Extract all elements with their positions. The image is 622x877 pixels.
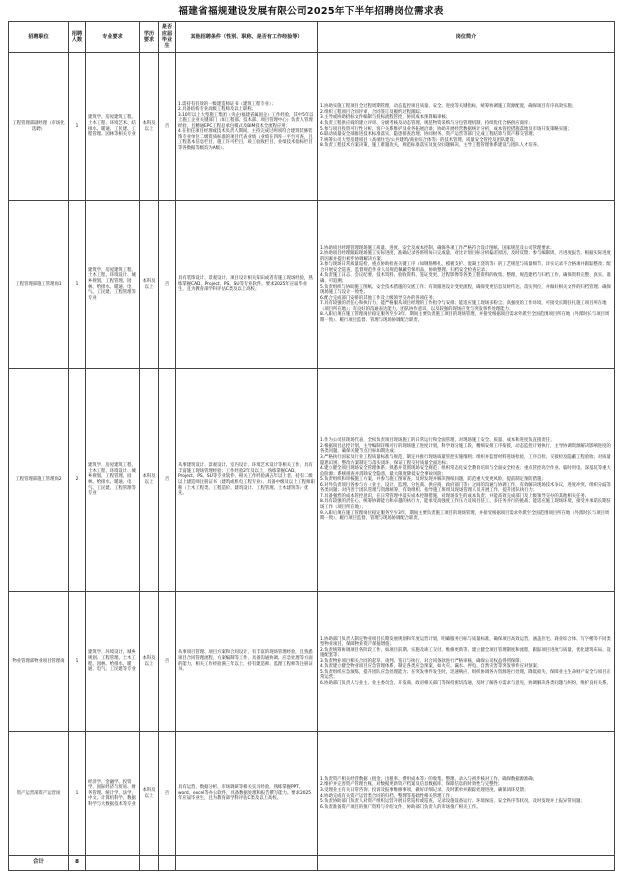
condition-item: 2.具备结构专业高级工程师及以上职称；	[178, 107, 256, 113]
count-cell: 1	[69, 53, 86, 201]
duty-item: 2.组织工程项目合同评审，合同签订及履约过程跟踪；	[320, 109, 425, 115]
duty-item: 4.协助完成有关资产运营类合同的归档、整理等基础性相关管理工作；	[320, 793, 455, 799]
count-cell: 2	[69, 369, 86, 592]
duty-item: 2.根据项目总控计划，主导编制详细可行的现场施工进度计划，科学划分施工段，精细安排工序衔接，动态监控计划执行，主导协调资源解决影响进度的各类问题，确保关键节点目标如期达成；	[320, 443, 611, 455]
duty-item: 7.具备强烈的成本管控意识，在日常管理中落实成本控制措施，对现场发生的成本负责；并能高效完成部门及上级领导交办的其他相关任务；	[320, 493, 590, 499]
duty-item: 2.维护并完善资产管理台账，对数据更新资产档案及信息数据库，保障信息的时效性与完整性；	[320, 782, 503, 788]
condition-item: 从事项目管理、项目方案和合同设计，有丰富的现场管理经验，且熟悉项目合同管理流程，方案编制等工作，具备沟通协调、应急处理等方面的能力，相关工作经验满三年以上，持有建造师、监理工程师等注册证书。	[178, 650, 313, 673]
education-cell: 本科及以上	[140, 732, 159, 856]
education-cell: 本科及以上	[140, 592, 159, 732]
duty-item: 7.具有较强的责任心和执行力，能严格服从项目经理的工作指令与安排；能适应施工现场多粉尘、高强度的工作环境，可接受长期驻扎施工项目所在地（项目所在地）；有良好的沟通表达能力，团队协作意识，以及较强的现场应变与突发事件处理能力；	[320, 301, 607, 312]
duty-item: 5.负责组织应急演练，提升团队应急处理能力；在突发事件发生时，迅速响应，组织协调各方资源进行处理，降低损失，保障业主生命财产安全与项目正常运营；	[320, 669, 611, 681]
position-cell: 物业管理部物业项目管理岗	[9, 592, 69, 732]
duty-item: 3.参与现场日常质量巡检，重点协助检查关键工序（如钢筋绑扎、模板支护、混凝土浇筑等）的工艺规范与质量细节，详实记录不合格项并跟踪整改；配合开展安全巡查，监督规范作业人员规范佩戴劳保用品，协助整理、归档安全检查记录；	[320, 262, 611, 273]
conditions-cell	[176, 201, 318, 369]
header-edu: 学历要求	[140, 22, 159, 53]
total-row	[9, 856, 615, 871]
fresh-graduate-cell: 否	[159, 592, 176, 732]
duty-item: 6.配合完成部门安排的其他工作及上级领导交办的各项任务；	[320, 295, 438, 301]
total-empty	[176, 856, 318, 871]
condition-item: 3.10年以上大型施工集团（央企/福建省属国企）工作经验，其中5年以上施工企业关键部门（如工程部、技术部、项目管理中心）负责人管理经验，且精通EPC工程总承包模式及BIM技术全流程应用；	[178, 112, 314, 129]
fresh-graduate-cell: 否	[159, 369, 176, 592]
header-row	[9, 22, 615, 53]
duty-item: 3.严格执行国家及行业工程质量标准与规范，制定并推行现场质量管控实施细则；组织并监督材料进场检验，工序自检、交接检及隐蔽工程验收；对质量隐患识别、整改方案制定与落实闭环，保证工程交付质量全面达标；	[320, 455, 611, 466]
duty-item: 1.协助实施工程项目全过程周期管理，动态监控项目质量、安全、进度等关键指标，统筹协调施工资源配置，确保项目有序高效实施；	[320, 104, 577, 110]
duty-item: 6.协助部门负责人与业主、业主委员会、开发商、政府相关部门等保持密切沟通，及时了解各方需求与意见，协调解决各类问题与纠纷，维护良好关系。	[320, 680, 611, 686]
duty-item: 1.负责资产相关经营数据（租金、出租率、费用成本等）的收集、整理、录入与初步核对工作，确保数据源准确；	[320, 776, 537, 782]
conditions-cell	[176, 53, 318, 201]
duties-cell	[318, 592, 615, 732]
fresh-graduate-cell: 否	[159, 53, 176, 201]
duty-item: 9.入职后须在施工管理岗位稳定服务至少3年，期间主要负责施工项目的现场管理，并接受根据项目需求外派至全国范围项目所在地（外派时长与项目周期一致），履行项目监督、管理与现场协调配合职责。	[320, 510, 610, 522]
duty-item: 6.联动质量安全部推进技术标准落实，隐患排查治理；协同财务、资产运营等部门完成工程结算与资产移交管理；	[320, 132, 537, 138]
duty-item: 5.负责组织与协助施工图纸、安全技术措施的交底工作；有效跟进设计变更流程，确保变更信息及时传达、落实到位，并做好相关文件的归档管理；确保现场施工与设计一致性；	[320, 284, 611, 296]
job-table	[8, 21, 615, 871]
major-cell: 建筑学、房屋建筑工程、土木工程、环境设计、城乡规划、工程管理、园林、给排水、暖通、电气、工民建、工程管理等专业	[86, 201, 140, 369]
duty-item: 5.参与项目投资可行性分析、客户关系维护及业务拓展洽谈；协助开展经营数据统计分析，成本管控措施落地及市场开发策略实施；	[320, 126, 572, 132]
education-cell: 本科及以上	[140, 53, 159, 201]
header-fresh: 是否应届毕业生	[159, 22, 176, 53]
duty-item: 6.负责准备资产项目的推广资料与介绍文件，协助部门负责人的市场推广相关工作。	[320, 804, 481, 810]
total-empty	[86, 856, 140, 871]
duty-item: 8.负责工程技术方案决策，施工难题攻关，规范标准落实及复杂问题解决，主导工程管理体系建设与团队人才培养。	[320, 143, 542, 149]
duties-cell	[318, 732, 615, 856]
duty-item: 3.主导或协助招标文件编制与投标流程管控，协同成本预算编审核；	[320, 115, 451, 121]
duty-item: 1.协助部门负责人制定物业项目长期发展规划和年度运营计划，明确服务目标与质量标准，确保项目高效运营，涵盖住宅、商业综合体、写字楼等不同类型物业项目，保障物业资产保值增值；	[320, 636, 611, 648]
header-conditions: 其他招聘条件（性别、职称、是否有工作经验等）	[176, 22, 318, 53]
duty-item: 8.入职后须在施工管理岗位稳定服务至少3年，期间主要负责施工项目的现场管理，并接受根据项目需求外派至全国范围项目所在地（外派时长与项目周期一致），履行项目监督、管理与现场协调配合职责。	[320, 312, 610, 323]
duty-item: 3.受理业主有关日常咨询、投诉及报事维修事项，做好详细记录，及时派单并跟踪处理进度，确保闭环反馈；	[320, 787, 529, 793]
table-row	[9, 732, 615, 856]
position-cell: 工程管理部副经理（市场化选聘）	[9, 53, 69, 201]
duties-cell	[318, 369, 615, 592]
total-label: 合计	[9, 856, 69, 871]
header-duties: 岗位简介	[318, 22, 615, 53]
header-position: 招聘职位	[9, 22, 69, 53]
table-row	[9, 369, 615, 592]
duty-item: 6.对外负责项目各参与方（业主、设计、监理、分包商、供应商、政府部门等）之间的沟通与协调工作，有效解决现场技术争议，进度冲突、组织分歧等各类问题；对内善于团队管理与资源统筹，有效组织、指导施工班组及现场管理人员开展工作，提升团队执行力；	[320, 482, 611, 494]
duty-item: 4.负责施工日志、会议纪要、技术资料、验收资料、签证变更、过程影像等各类工程资料的收集、整理、规范建档与归档工作，确保资料完整、真实、准确、可追溯；	[320, 273, 611, 284]
condition-item: 具有装饰设计、景观设计、项目设计相关知识或者有施工现场经验，熟练掌握CAD、Project、PS、SU等专业软件。要求2025年应届毕业生，且为教育部学科评估C类及以上高校。	[178, 276, 313, 293]
duty-item: 3.负责物业项目相关合同的起草、谈判、签订与执行，对合同条款进行严格审核，确保公司权益得到保障；	[320, 658, 524, 664]
page-title: 福建省福规建设发展有限公司2025年下半年招聘岗位需求表	[178, 6, 444, 17]
table-row	[9, 592, 615, 732]
education-cell: 本科及以上	[140, 369, 159, 592]
education-cell: 本科及以上	[140, 201, 159, 369]
count-cell: 1	[69, 732, 86, 856]
duty-item: 1.协助项目经理管理现场施工质量、进度、安全及成本控制，确保各项工作严格符合设计图纸、国家规范及公司管理要求；	[320, 245, 555, 251]
duty-item: 7.统筹公司大型房建项目（高端住宅/公共建筑/商业综合体等）的技术管理，质量安全管控及团队建设；	[320, 137, 519, 143]
major-cell: 建筑学、环境设计、城乡规划、工程管理、土木工程、园林、给排水、暖通、电气、工民建等专业	[86, 592, 140, 732]
condition-item: 具有运营、数据分析、市场调研等相关实习经验，熟练掌握PPT、word、excel等办公软件，具备数据处理和报告撰写能力。要求2025年应届毕业生，且为教育部学科评估C类及以上高校。	[178, 785, 311, 802]
total-empty	[159, 856, 176, 871]
count-cell: 1	[69, 592, 86, 732]
duty-item: 4.负责工程供应商的建立评审、分级考核及动态管理，规范物资采购与分包管理机制，持续优化合格供应商库；	[320, 120, 533, 126]
duties-cell	[318, 201, 615, 369]
major-cell: 建筑学、房屋建筑工程、土木工程、环境设计、城乡规划、工程管理、园林、给排水、暖通、电气、工民建、工程管理等专业	[86, 369, 140, 592]
duty-item: 2.负责统筹协调项目各阶段工作，如项目前期、实施及竣工交付、维修更新等，建立健全项目管理制度和流程，跟踪项目进度与质量，优化建筑布局、设施配套等；	[320, 647, 611, 659]
header-major: 专业要求	[86, 22, 140, 53]
position-cell: 资产运营部资产运营岗	[9, 732, 69, 856]
table-row	[9, 201, 615, 369]
duty-item: 1.作为公司驻现场代表，全权负责项目现场施工的日常运行和全面管理，对现场施工安全、质量、成本和进度负直接责任；	[320, 438, 555, 444]
position-cell: 工程管理部施工管理岗1	[9, 201, 69, 369]
condition-item: 从事建筑设计、景观设计、室内设计、环境艺术设计等相关工作，具有丰富施工现场管理经验；工作经验2年及以上，熟练掌握CAD、Project、PS、SU等专业软件，相关工作经验满五年以上者，持有二级以上建造师注册证书（建筑或机电工程专业），具备中级及以上工程师职称（土木工程类、工程造价、建筑设计、工程管理、土木建筑等）优先。	[178, 463, 315, 497]
conditions-cell	[176, 592, 318, 732]
count-cell: 1	[69, 201, 86, 369]
conditions-cell	[176, 369, 318, 592]
condition-item: 4.在担任项目经理或技术负责人期间，主持完成过两项符合建筑装修装饰专业单位二级资质标准的项目代表业绩（业绩在四库一平台可查，且工程基本信息栏目，施工许可栏目，竣工验收栏目，业绩技术指标栏目等各数据等级均为A级）。	[178, 129, 313, 151]
total-count: 8	[69, 856, 86, 871]
table-row	[9, 53, 615, 201]
duty-item: 4.负责建立健全物业项目应急管理体系，制定各类应急预案，如火灾、漏水、停电、自然灾害等突发事件应对预案；	[320, 664, 542, 670]
duties-cell	[318, 53, 615, 201]
condition-item: 1.需持有有效的一级建造师证书（建筑工程专业）；	[178, 101, 276, 107]
position-cell: 工程管理部施工管理岗2	[9, 369, 69, 592]
major-cell: 建筑学、房屋建筑工程、土木工程、环境艺术、结排水、暖通、工民建、工程管理、园林等相关专业	[86, 53, 140, 201]
duty-item: 5.负责组织和审核施工方案，并参与施工图审查，及时发现并解决图纸问题，防范重大变更风险，提前制定预防措施；	[320, 477, 546, 483]
duty-item: 8.具有较强的责任心、统筹协调能力和卓越的执行力，能承受高强度工作压力及项目驻工、多任务并行的挑战；能适应施工现场环境，接受并承诺长期驻场工作（项目所在地）；	[320, 499, 611, 510]
fresh-graduate-cell: 否	[159, 732, 176, 856]
duty-item: 4.建立健全项目现场安全管理体系；熟悉并贯彻现场安全规范；组织常态化安全教育培训与全面安全检查；重点管控高空作业、临时用电、深基坑等重大危险源；系统排查并消除安全隐患，最大限度降低安全事故风险；	[320, 466, 611, 477]
total-empty	[140, 856, 159, 871]
header-count: 招聘人数	[69, 22, 86, 53]
duty-item: 2.协助项目经理跟踪现场施工实际进度，准确记录各班组每日完成量，对比计划目标分析偏差原因，及时反馈；参与编制周、月进度报告，根据实际进度的因素并提出初步协调解决方案；	[320, 251, 611, 262]
total-empty	[318, 856, 615, 871]
fresh-graduate-cell: 否	[159, 201, 176, 369]
duty-item: 5.负责协助部门负责人对资产组织运营开展日常巡检或巡查，记录设施设备运行、环境保洁、安全秩序等状况，及时发现并上报异常问题；	[320, 799, 585, 805]
conditions-cell	[176, 732, 318, 856]
major-cell: 经济学、金融学、投资学、国际经济与贸易、财务管理、统计学、法学、中文、计算机科学、数据科学与大数据技术等专业	[86, 732, 140, 856]
